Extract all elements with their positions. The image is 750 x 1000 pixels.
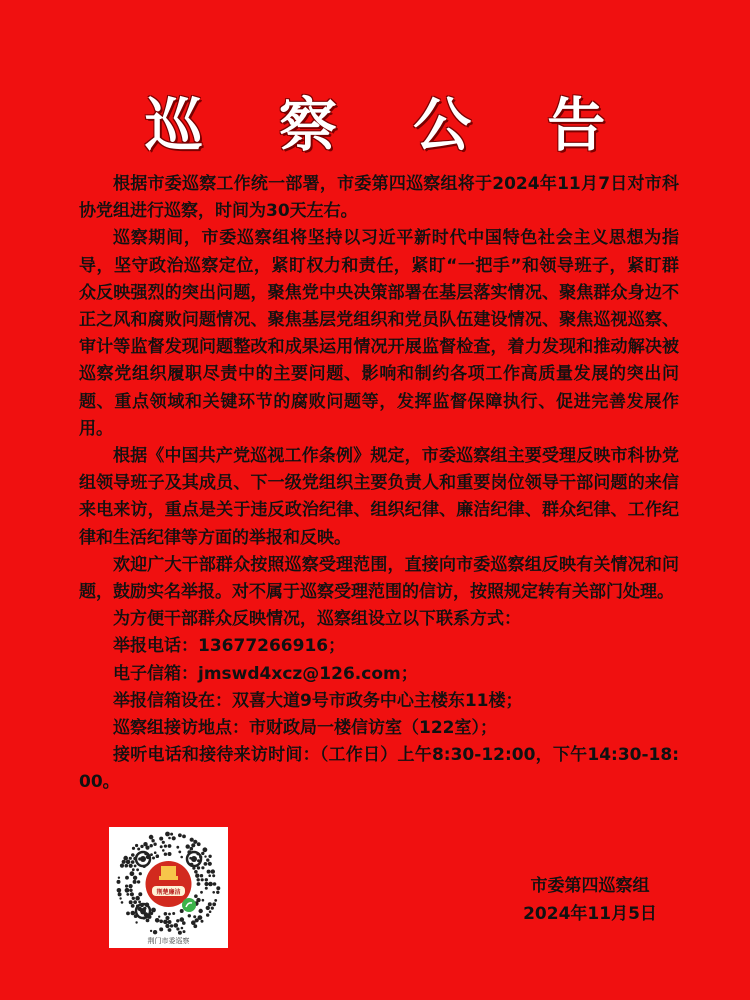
signature-org: 市委第四巡察组 bbox=[530, 876, 650, 896]
contact-phone: 举报电话：13677266916； bbox=[113, 636, 346, 657]
paragraph-contact-intro: 为方便干部群众反映情况，巡察组设立以下联系方式： bbox=[113, 609, 521, 630]
mini-program-qr-code[interactable] bbox=[109, 827, 228, 948]
contact-email: 电子信箱：jmswd4xcz@126.com； bbox=[113, 663, 418, 684]
paragraph-intro: 根据市委巡察工作统一部署，市委第四巡察组将于2024年11月7日对市科协党组进行巡察，时间为30天左右。 bbox=[79, 174, 679, 222]
qr-caption: 荆门市委巡察 bbox=[147, 937, 190, 945]
paragraph-welcome: 欢迎广大干部群众按照巡察受理范围，直接向市委巡察组反映有关情况和问题，鼓励实名举报。对不属于巡察受理范围的信访，按照规定转有关部门处理。 bbox=[79, 554, 679, 603]
paragraph-scope: 巡察期间，市委巡察组将坚持以习近平新时代中国特色社会主义思想为指导，坚守政治巡察定位，紧盯权力和责任，紧盯“一把手”和领导班子，紧盯群众反映强烈的突出问题，聚焦党中央决策部署在基层落实情况、聚焦群众身边不正之风和腐败问题情况、聚焦基层党组织和党员队伍建设情况、聚焦巡视巡察、审计等监督发现问题整改和成果运用情况开展监督检查，着力发现和推动解决被巡察党组织履职尽责中的主要问题、影响和制约各项工作高质量发展的突出问题、重点领域和关键环节的腐败问题等，发挥监督保障执行、促进完善发展作用。 bbox=[79, 228, 679, 439]
qr-code-graphic bbox=[109, 827, 228, 948]
contact-mailbox: 举报信箱设在：双喜大道9号市政务中心主楼东11楼； bbox=[113, 690, 523, 711]
signature bbox=[510, 872, 670, 928]
signature-date: 2024年11月5日 bbox=[523, 904, 657, 924]
qr-logo-banner: 荆楚廉洁 bbox=[156, 889, 181, 896]
notice-body bbox=[79, 171, 679, 797]
contact-reception: 巡察组接访地点：市财政局一楼信访室（122室）； bbox=[113, 718, 497, 739]
notice-title: 巡 察 公 告 bbox=[144, 91, 634, 159]
paragraph-regulation: 根据《中国共产党巡视工作条例》规定，市委巡察组主要受理反映市科协党组领导班子及其成员、下一级党组织主要负责人和重要岗位领导干部问题的来信来电来访，重点是关于违反政治纪律、组织纪律、廉洁纪律、群众纪律、工作纪律和生活纪律等方面的举报和反映。 bbox=[79, 446, 679, 548]
contact-hours: 接听电话和接待来访时间：（工作日）上午8:30-12:00，下午14:30-18:00。 bbox=[79, 745, 679, 793]
mini-program-icon bbox=[182, 898, 196, 912]
